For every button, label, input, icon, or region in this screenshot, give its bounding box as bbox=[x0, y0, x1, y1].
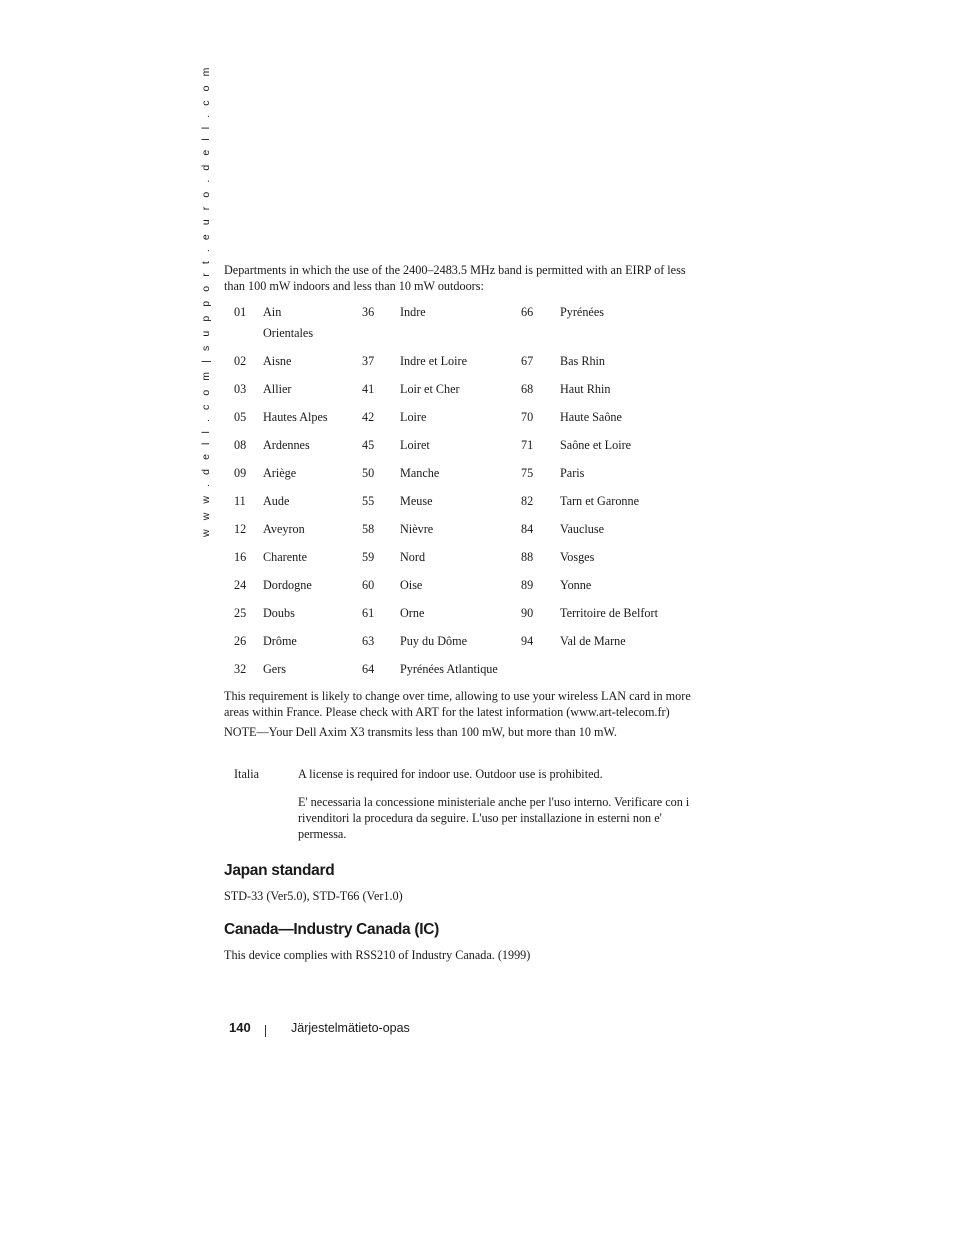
italy-country: Italia bbox=[234, 767, 260, 781]
department-name: Bas Rhin bbox=[560, 354, 606, 368]
table-row bbox=[224, 491, 704, 519]
department-name: Manche bbox=[400, 466, 440, 480]
department-code: 37 bbox=[362, 354, 375, 368]
department-code bbox=[521, 659, 560, 687]
department-code: 67 bbox=[521, 354, 534, 368]
department-name: Loire bbox=[400, 410, 427, 424]
department-code: 64 bbox=[362, 662, 375, 676]
department-code: 24 bbox=[234, 578, 247, 592]
department-name: Gers bbox=[263, 662, 287, 676]
department-code: 42 bbox=[362, 410, 375, 424]
requirement-paragraph: This requirement is likely to change over time, allowing to use your wireless LAN card in more areas within France. Please check with ART for the latest information (www.art-telecom.fr) bbox=[224, 689, 691, 719]
department-name: Vaucluse bbox=[560, 522, 604, 536]
intro-paragraph: Departments in which the use of the 2400–2483.5 MHz band is permitted with an EIRP of less than 100 mW indoors and less than 10 mW outdoors: bbox=[224, 263, 686, 293]
department-code: 01 bbox=[234, 305, 247, 319]
department-code: 61 bbox=[362, 606, 375, 620]
table-row bbox=[224, 463, 704, 491]
department-code: 02 bbox=[234, 354, 247, 368]
department-name: Doubs bbox=[263, 606, 295, 620]
table-row bbox=[224, 302, 704, 351]
department-name: Paris bbox=[560, 466, 585, 480]
department-code: 03 bbox=[234, 382, 247, 396]
table-row bbox=[224, 547, 704, 575]
department-code: 84 bbox=[521, 522, 534, 536]
department-code: 50 bbox=[362, 466, 375, 480]
table-row bbox=[224, 603, 704, 631]
department-name: Ariège bbox=[263, 466, 297, 480]
department-code: 75 bbox=[521, 466, 534, 480]
department-name: Pyrénées Atlantique bbox=[400, 662, 498, 676]
department-code: 25 bbox=[234, 606, 247, 620]
department-name: Haute Saône bbox=[560, 410, 622, 424]
department-name: Nord bbox=[400, 550, 426, 564]
department-name: Val de Marne bbox=[560, 634, 626, 648]
department-name: Orne bbox=[400, 606, 425, 620]
departments-table bbox=[224, 302, 704, 687]
department-code: 94 bbox=[521, 634, 534, 648]
department-code: 36 bbox=[362, 305, 375, 319]
department-code: 63 bbox=[362, 634, 375, 648]
table-row bbox=[224, 631, 704, 659]
department-name: Pyrénées bbox=[560, 305, 604, 319]
department-code: 82 bbox=[521, 494, 534, 508]
department-code: 16 bbox=[234, 550, 247, 564]
table-row bbox=[224, 379, 704, 407]
department-name: Charente bbox=[263, 550, 307, 564]
department-code: 60 bbox=[362, 578, 375, 592]
department-code: 89 bbox=[521, 578, 534, 592]
department-code: 26 bbox=[234, 634, 247, 648]
department-code: 59 bbox=[362, 550, 375, 564]
page-number: 140 bbox=[229, 1020, 251, 1035]
japan-heading: Japan standard bbox=[224, 862, 335, 879]
department-name: Allier bbox=[263, 382, 292, 396]
italy-text-it: E' necessaria la concessione ministeriale anche per l'uso interno. Verificare con i rivenditori la procedura da seguire. L'uso per installazione in esterni non e' permessa. bbox=[298, 795, 690, 841]
department-name: Vosges bbox=[560, 550, 595, 564]
footer-title: Järjestelmätieto-opas bbox=[291, 1021, 410, 1035]
department-code: 08 bbox=[234, 438, 247, 452]
department-code: 45 bbox=[362, 438, 375, 452]
canada-text: This device complies with RSS210 of Industry Canada. (1999) bbox=[224, 948, 531, 962]
note-paragraph: NOTE—Your Dell Axim X3 transmits less than 100 mW, but more than 10 mW. bbox=[224, 725, 617, 739]
department-name: Tarn et Garonne bbox=[560, 494, 640, 508]
table-row bbox=[224, 519, 704, 547]
department-code: 70 bbox=[521, 410, 534, 424]
department-code: 05 bbox=[234, 410, 247, 424]
department-code: 32 bbox=[234, 662, 247, 676]
department-code: 58 bbox=[362, 522, 375, 536]
table-row bbox=[224, 575, 704, 603]
table-row bbox=[224, 407, 704, 435]
department-name: Aude bbox=[263, 494, 290, 508]
department-name: Aveyron bbox=[263, 522, 305, 536]
department-name: Loiret bbox=[400, 438, 430, 452]
department-name: Dordogne bbox=[263, 578, 312, 592]
department-code: 11 bbox=[234, 494, 246, 508]
departments-table-body bbox=[224, 302, 704, 687]
department-name: Drôme bbox=[263, 634, 297, 648]
department-name: Aisne bbox=[263, 354, 292, 368]
department-name: Indre et Loire bbox=[400, 354, 467, 368]
department-code: 88 bbox=[521, 550, 534, 564]
department-code: 55 bbox=[362, 494, 375, 508]
department-name: Territoire de Belfort bbox=[560, 606, 658, 620]
department-name: Indre bbox=[400, 305, 426, 319]
table-row bbox=[224, 435, 704, 463]
department-name: Ardennes bbox=[263, 438, 310, 452]
department-name: Hautes Alpes bbox=[263, 410, 328, 424]
italy-text-en: A license is required for indoor use. Outdoor use is prohibited. bbox=[298, 767, 603, 781]
department-name: Ain Orientales bbox=[263, 305, 314, 340]
department-code: 90 bbox=[521, 606, 534, 620]
department-code: 66 bbox=[521, 305, 534, 319]
department-name: Haut Rhin bbox=[560, 382, 611, 396]
table-row bbox=[224, 351, 704, 379]
department-code: 41 bbox=[362, 382, 375, 396]
canada-heading: Canada—Industry Canada (IC) bbox=[224, 921, 439, 938]
department-code: 71 bbox=[521, 438, 534, 452]
department-name: Puy du Dôme bbox=[400, 634, 468, 648]
department-name bbox=[560, 659, 704, 687]
table-row bbox=[224, 659, 704, 687]
department-name: Saône et Loire bbox=[560, 438, 632, 452]
department-code: 68 bbox=[521, 382, 534, 396]
department-name: Nièvre bbox=[400, 522, 434, 536]
department-name: Oise bbox=[400, 578, 423, 592]
footer-separator bbox=[265, 1025, 266, 1037]
department-name: Meuse bbox=[400, 494, 433, 508]
department-name: Yonne bbox=[560, 578, 592, 592]
side-url: w w w . d e l l . c o m | s u p p o r t . e u r o . d e l l . c o m bbox=[200, 64, 212, 537]
department-code: 09 bbox=[234, 466, 247, 480]
japan-text: STD-33 (Ver5.0), STD-T66 (Ver1.0) bbox=[224, 889, 403, 903]
department-code: 12 bbox=[234, 522, 247, 536]
department-name: Loir et Cher bbox=[400, 382, 460, 396]
